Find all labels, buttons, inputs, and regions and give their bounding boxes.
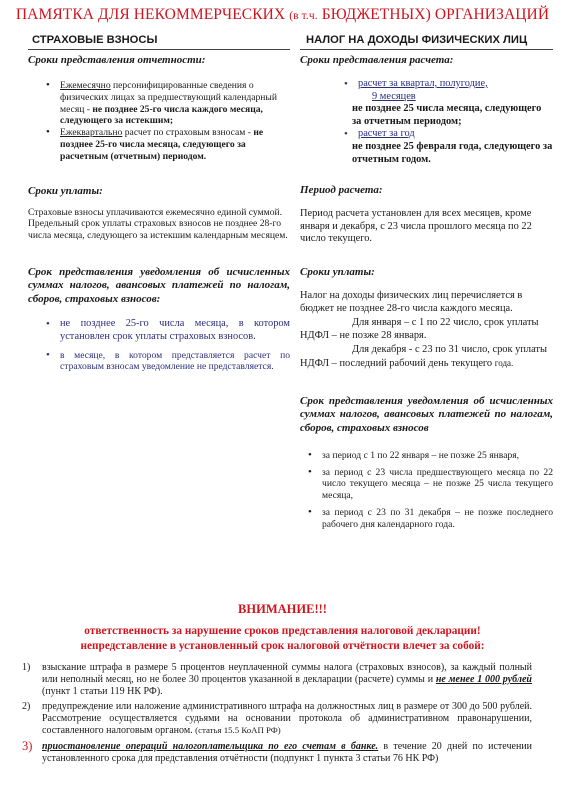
- list-item: [352, 128, 553, 166]
- penalty-emphasis: приостановление операций налогоплательщика по его счетам в банке.: [42, 740, 379, 752]
- list-item: • за период с 23 числа предшествующего месяца по 22 число текущего месяца – не позже 25 числа текущего месяца,: [322, 467, 553, 502]
- penalty-item: [22, 701, 532, 736]
- year-report-label: расчет за год: [358, 128, 415, 140]
- penalty-number: 3): [22, 738, 33, 753]
- insurance-column: [28, 34, 290, 373]
- december-payment-text-b: года.: [494, 357, 514, 368]
- penalty-reference: (статья 15.5 КоАП РФ): [195, 724, 281, 735]
- insurance-heading: СТРАХОВЫЕ ВЗНОСЫ: [32, 34, 158, 46]
- income-tax-column: [300, 34, 553, 531]
- year-report-deadline: не позднее 25 февраля года, следующего за отчетным годом.: [352, 140, 553, 165]
- title-part-b: БЮДЖЕТНЫХ) ОРГАНИЗАЦИЙ: [317, 6, 550, 23]
- quarterly-deadline: не позднее 25-го числа месяца, следующего за расчетным (отчетным) периодом.: [60, 127, 264, 162]
- december-payment-text: [300, 344, 553, 370]
- income-tax-payment-heading: Сроки уплаты:: [300, 265, 375, 278]
- income-tax-period-text: Период расчета установлен для всех месяцев, кроме января и декабря, с 23 числа прошлого месяца по 22 число текущего.: [300, 208, 532, 245]
- income-tax-period-heading: Период расчета:: [300, 184, 383, 197]
- penalties-list: [22, 662, 532, 768]
- insurance-rule: [28, 49, 290, 50]
- december-payment-text-a: Для декабря - с 23 по 31 число, срок уплаты НДФЛ – последний рабочий день текущего: [300, 344, 547, 369]
- insurance-reporting-list: [28, 80, 290, 163]
- title-part-a: ПАМЯТКА ДЛЯ НЕКОММЕРЧЕСКИХ: [15, 6, 290, 23]
- list-item: • за период с 1 по 22 января – не позже 25 января,: [322, 450, 553, 462]
- list-item: • за период с 23 по 31 декабря – не позже последнего рабочего дня календарного года.: [322, 507, 553, 531]
- income-tax-notice-heading: Срок представления уведомления об исчисленных суммах налогов, авансовых платежей по налогам, сборов, страховых взносов: [300, 394, 553, 435]
- penalty-number: 1): [22, 662, 31, 673]
- penalty-number: 2): [22, 701, 31, 713]
- page-title: [0, 6, 565, 24]
- penalty-text-end: (пункт 1 статьи 119 НК РФ).: [42, 685, 163, 697]
- quarterly-label: Ежеквартально: [60, 127, 123, 139]
- penalty-emphasis: не менее 1 000 рублей: [435, 673, 532, 685]
- list-item: [60, 80, 290, 127]
- insurance-notice-list: [28, 318, 290, 373]
- penalty-text: взыскание штрафа в размере 5 процентов неуплаченной суммы налога (страховых взносов), за каждый полный или неполный месяц, но не более 30 процентов указанной в декларации (расчете) суммы и: [42, 662, 532, 685]
- penalty-item: [22, 662, 532, 697]
- monthly-label: Ежемесячно: [60, 80, 111, 91]
- income-tax-payment-text: Налог на доходы физических лиц перечисляется в бюджет не позднее 28-го числа каждого месяца.: [300, 289, 523, 314]
- penalty-item: [22, 738, 533, 765]
- insurance-notice-heading: Срок представления уведомления об исчисленных суммах налогов, авансовых платежей по налогам, сборов, страховых взносов:: [28, 265, 290, 305]
- income-tax-heading: НАЛОГ НА ДОХОДЫ ФИЗИЧЕСКИХ ЛИЦ: [306, 34, 528, 46]
- income-tax-reporting-heading: Сроки представления расчета:: [300, 54, 454, 66]
- quarter-report-deadline: не позднее 25 числа месяца, следующего за отчетным периодом;: [352, 103, 542, 127]
- insurance-payment-heading: Сроки уплаты:: [28, 184, 103, 197]
- income-tax-reporting-list: [300, 78, 553, 166]
- penalty-text: предупреждение или наложение административного штрафа на должностных лиц в размере от 300 до 500 рублей. Рассмотрение осуществляется судьями на основании протокола об административном правонарушении, составленного налоговым органом.: [42, 701, 532, 736]
- list-item: [60, 127, 290, 162]
- list-item: • не позднее 25-го числа месяца, в котором установлен срок уплаты страховых взносов.: [60, 318, 290, 343]
- title-small: (в т.ч.: [289, 10, 318, 22]
- insurance-payment-text: Страховые взносы уплачиваются ежемесячно единой суммой. Предельный срок уплаты страховых взносов не позднее 28-го числа месяца, следующего за истекшим календарным месяцем.: [28, 206, 288, 242]
- list-item: • в месяце, в котором представляется расчет по страховым взносам уведомление не представляется.: [60, 350, 290, 374]
- nine-months-label: 9 месяцев: [372, 90, 416, 102]
- income-tax-notice-list: [300, 450, 553, 531]
- january-payment-text: Для января – с 1 по 22 число, срок уплаты НДФЛ – не позже 28 января.: [300, 317, 539, 341]
- warning-title: ВНИМАНИЕ!!!: [238, 602, 327, 616]
- warning-subtitle-2: непредставление в установленный срок налоговой отчётности влечет за собой:: [80, 640, 485, 652]
- warning-subtitle-1: ответственность за нарушение сроков представления налоговой декларации!: [84, 625, 481, 637]
- quarter-report-label: расчет за квартал, полугодие,: [358, 78, 488, 89]
- list-item: [352, 78, 553, 128]
- insurance-reporting-deadlines-heading: Сроки представления отчетности:: [28, 54, 206, 66]
- penalty-text-end: в течение 20 дней по истечении установленного срока для представления отчётности (подпункт 1 пункта 3 статьи 76 НК РФ): [42, 740, 533, 764]
- quarterly-text: расчет по страховым взносам -: [122, 127, 254, 139]
- monthly-text: персонифицированные сведения о физических лицах за предшествующий календарный месяц -: [60, 80, 277, 115]
- income-tax-rule: [300, 49, 553, 50]
- monthly-deadline: не позднее 25-го числа каждого месяца, следующего за истекшим;: [60, 103, 263, 127]
